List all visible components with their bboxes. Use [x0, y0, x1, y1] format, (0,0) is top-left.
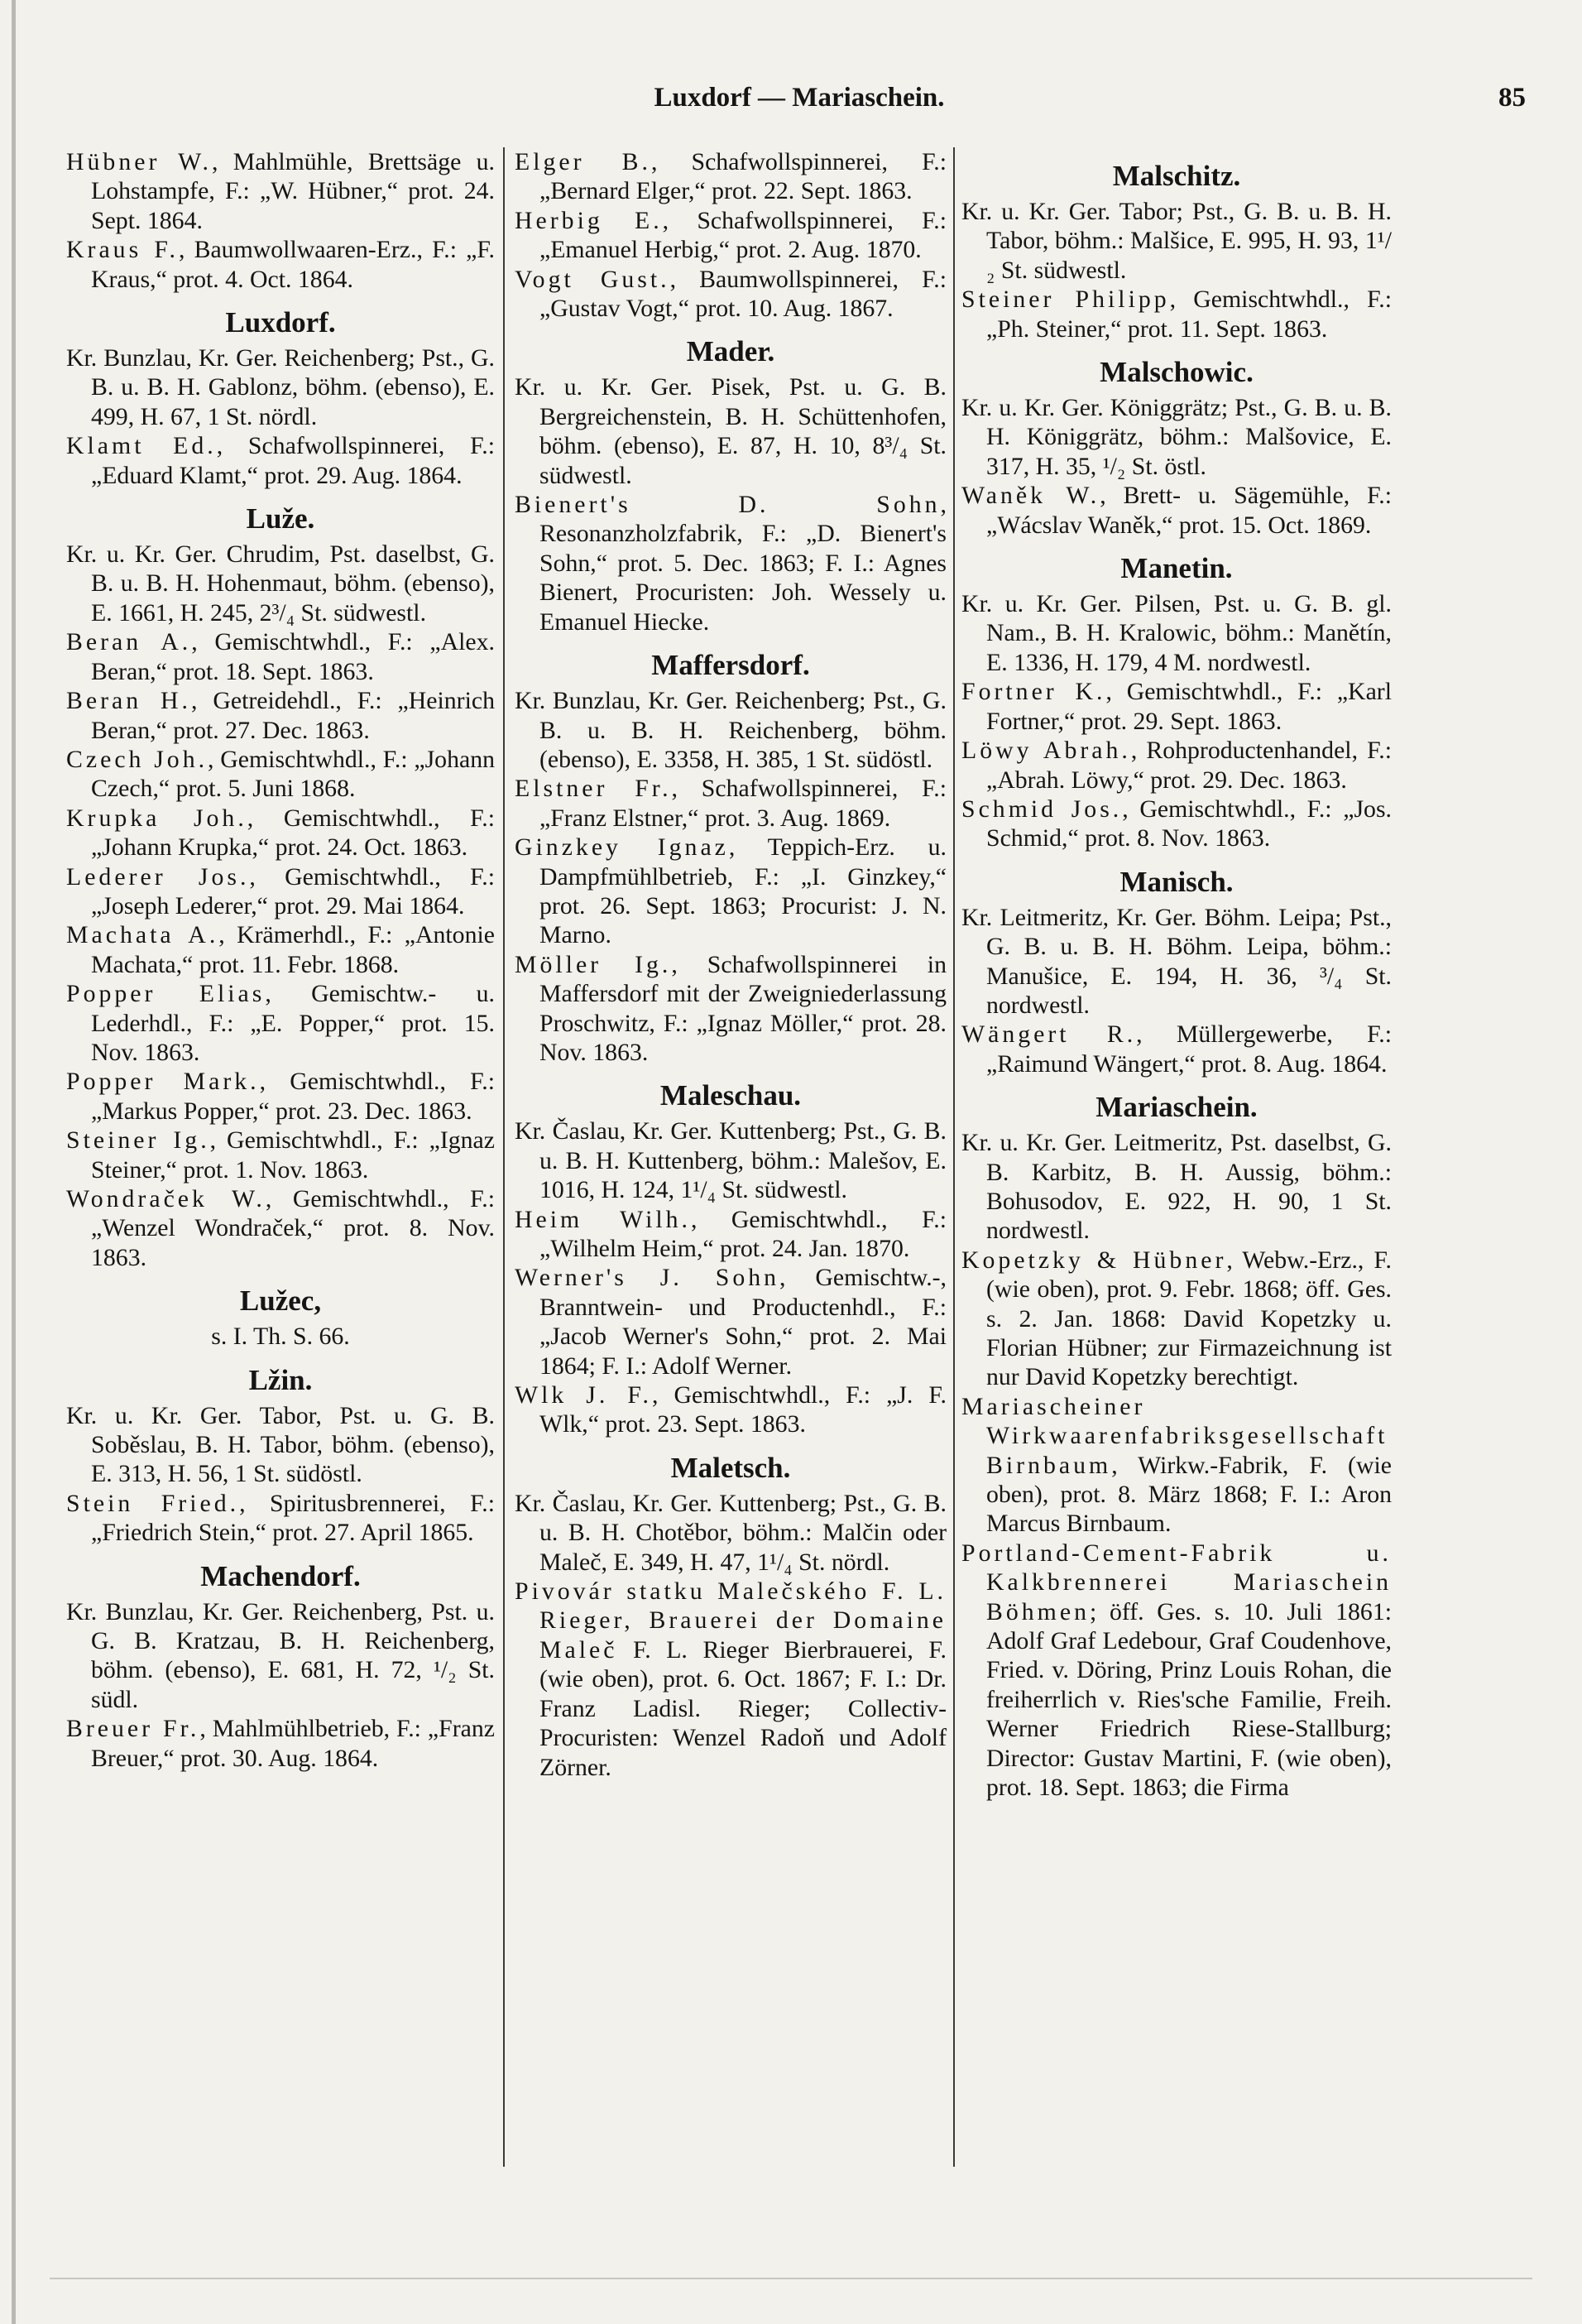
place-heading: Luže. [246, 502, 315, 535]
entry-text: , Gemischtwhdl., F.: „Wenzel Wondraček,“ prot. 8. Nov. 1863. [91, 1185, 496, 1271]
directory-entry [66, 920, 495, 979]
entry-name: Hübner W. [66, 148, 212, 175]
place-description [66, 1401, 495, 1489]
column-rule-right [953, 147, 955, 2167]
entry-text: Kr. u. Kr. Ger. Pisek, Pst. u. G. B. Bergreichenstein, B. H. Schüttenhofen, böhm. (ebenso), E. 87, H. 10, 8³/₄ St. südwestl. [515, 373, 947, 489]
entry-text: , Krämerhdl., F.: „Antonie Machata,“ prot. 11. Febr. 1868. [91, 921, 495, 978]
entry-text: , Baumwollwaaren-Erz., F.: „F. Kraus,“ prot. 4. Oct. 1864. [91, 236, 496, 293]
entry-text: , Gemischtwhdl., F.: „Markus Popper,“ prot. 23. Dec. 1863. [91, 1068, 496, 1125]
entry-text: , Webw.-Erz., F. (wie oben), prot. 9. Febr. 1868; öff. Ges. s. 2. Jan. 1868: David Kopetzky u. Florian Hübner; zur Firmazeichnung ist nur David Kopetzky berechtigt. [986, 1246, 1392, 1391]
entry-name: Fortner K. [961, 678, 1106, 706]
entry-text: , Baumwollspinnerei, F.: „Gustav Vogt,“ prot. 10. Aug. 1867. [539, 265, 947, 323]
entry-name: Wlk J. F. [515, 1381, 652, 1409]
entry-text: , Gemischtw.- u. Lederhdl., F.: „E. Popper,“ prot. 15. Nov. 1863. [91, 980, 495, 1066]
place-heading: Lžin. [248, 1363, 313, 1396]
column-1 [66, 147, 495, 1773]
directory-entry [66, 1067, 495, 1126]
entry-name: Beran A. [66, 628, 192, 656]
directory-entry [961, 1392, 1392, 1539]
entry-text: , Gemischtwhdl., F.: „Johann Czech,“ prot. 5. Juni 1868. [91, 745, 495, 803]
entry-name: Machata A. [66, 921, 219, 949]
entry-text: , Gemischtwhdl., F.: „J. F. Wlk,“ prot. 23. Sept. 1863. [539, 1381, 947, 1438]
directory-entry [66, 686, 495, 745]
entry-name: Elger B. [515, 148, 651, 175]
place-description [961, 393, 1392, 481]
place-heading: Mariaschein. [1095, 1091, 1258, 1124]
entry-text: , Mahlmühle, Brettsäge u. Lohstampfe, F.: „W. Hübner,“ prot. 24. Sept. 1864. [91, 148, 495, 234]
directory-entry [961, 736, 1392, 795]
directory-entry [961, 795, 1392, 853]
place-description [961, 589, 1392, 677]
entry-text: Kr. Leitmeritz, Kr. Ger. Böhm. Leipa; Pst., G. B. u. B. H. Böhm. Leipa, böhm.: Manušice, E. 194, H. 36, ³/₄ St. nordwestl. [961, 903, 1392, 1019]
place-heading: Malschowic. [1100, 356, 1254, 389]
entry-text: , Gemischtwhdl., F.: „Alex. Beran,“ prot. 18. Sept. 1863. [91, 628, 496, 685]
entry-name: Löwy Abrah. [961, 737, 1131, 765]
running-title: Luxdorf — Mariaschein. [654, 83, 945, 113]
entry-name: Lederer Jos. [66, 862, 250, 891]
page-edge-shadow [12, 0, 16, 2324]
entry-name: Herbig E. [515, 206, 663, 234]
entry-name: Vogt Gust. [515, 265, 670, 293]
place-heading: Maffersdorf. [651, 649, 810, 682]
entry-name: Beran H. [66, 687, 191, 715]
entry-text: Kr. Časlau, Kr. Ger. Kuttenberg; Pst., G. B. u. B. H. Kuttenberg, böhm.: Malešov, E. 1016, H. 124, 1¹/₄ St. südwestl. [515, 1117, 947, 1204]
entry-name: Pivovár statku Malečského F. L. Rieger, Brauerei der Domaine Maleč [515, 1577, 947, 1664]
entry-text: Kr. Bunzlau, Kr. Ger. Reichenberg; Pst., G. B. u. B. H. Gablonz, böhm. (ebenso), E. 499, H. 67, 1 St. nördl. [66, 344, 495, 430]
place-heading: Lužec, [239, 1284, 322, 1318]
directory-entry [66, 235, 495, 294]
place-description [515, 372, 947, 490]
place-heading: Maleschau. [659, 1079, 802, 1112]
entry-name: Kopetzky & Hübner [961, 1246, 1227, 1274]
entry-text: , Gemischtwhdl., F.: „Joseph Lederer,“ prot. 29. Mai 1864. [91, 862, 495, 920]
entry-text: , Rohproductenhandel, F.: „Abrah. Löwy,“ prot. 29. Dec. 1863. [986, 737, 1393, 794]
entry-text: Kr. u. Kr. Ger. Pilsen, Pst. u. G. B. gl. Nam., B. H. Kralowic, böhm.: Manětín, E. 1336, H. 179, 4 M. nordwestl. [961, 590, 1392, 676]
entry-text: ; öff. Ges. s. 10. Juli 1861: Adolf Graf Ledebour, Graf Coudenhove, Fried. v. Döring, Prinz Louis Rohan, die freiherrlich v. Ries'sche Familie, Freih. Werner Friedrich Riese-Stallburg; Director: Gustav Martini, F. (wie oben), prot. 18. Sept. 1863; die Firma [986, 1597, 1392, 1802]
entry-text: , Gemischtwhdl., F.: „Johann Krupka,“ prot. 24. Oct. 1863. [91, 804, 496, 862]
page-bottom-edge [50, 2278, 1532, 2279]
entry-text: , Gemischtwhdl., F.: „Jos. Schmid,“ prot. 8. Nov. 1863. [986, 795, 1392, 852]
entry-text: , Schafwollspinnerei, F.: „Bernard Elger,“ prot. 22. Sept. 1863. [539, 148, 947, 205]
entry-name: Waněk W. [961, 482, 1100, 510]
directory-entry [961, 1246, 1392, 1392]
place-description [961, 903, 1392, 1020]
entry-name: Schmid Jos. [961, 795, 1123, 823]
entry-text: , Wirkw.-Fabrik, F. (wie oben), prot. 8. März 1868; F. I.: Aron Marcus Birnbaum. [986, 1451, 1392, 1538]
directory-entry [515, 1577, 947, 1782]
entry-text: , Gemischtw.-, Branntwein- und Productenhdl., F.: „Jacob Werner's Sohn,“ prot. 2. Mai 1864; F. I.: Adolf Werner. [539, 1264, 947, 1380]
directory-entry [515, 490, 947, 636]
directory-entry [66, 745, 495, 804]
entry-name: Popper Elias [66, 980, 266, 1008]
entry-name: Krupka Joh. [66, 804, 247, 832]
directory-entry [961, 1020, 1392, 1078]
entry-text: , Gemischtwhdl., F.: „Ph. Steiner,“ prot. 11. Sept. 1863. [986, 286, 1393, 343]
place-description [66, 540, 495, 627]
column-2 [515, 147, 947, 1782]
directory-entry [961, 481, 1392, 540]
directory-entry [66, 1489, 495, 1548]
entry-text: , Schafwollspinnerei, F.: „Franz Elstner,“ prot. 3. Aug. 1869. [539, 775, 947, 832]
entry-text: , Teppich-Erz. u. Dampfmühlbetrieb, F.: „I. Ginzkey,“ prot. 26. Sept. 1863; Procurist: J. N. Marno. [539, 833, 947, 949]
directory-entry [961, 1539, 1392, 1803]
place-heading: Malschitz. [1112, 160, 1241, 192]
directory-entry [515, 774, 947, 833]
directory-entry [515, 265, 947, 324]
entry-text: , Brett- u. Sägemühle, F.: „Wácslav Waněk,“ prot. 15. Oct. 1869. [986, 482, 1392, 539]
entry-text: F. L. Rieger Bierbrauerei, F. (wie oben), prot. 6. Oct. 1867; F. I.: Dr. Franz Ladisl. Rieger; Collectiv-Procuristen: Wenzel Radoň und Adolf Zörner. [539, 1635, 947, 1781]
directory-entry [515, 1380, 947, 1439]
place-heading: Manisch. [1119, 865, 1234, 898]
entry-text: , Getreidehdl., F.: „Heinrich Beran,“ prot. 27. Dec. 1863. [91, 687, 495, 744]
entry-text: Kr. u. Kr. Ger. Tabor; Pst., G. B. u. B. H. Tabor, böhm.: Malšice, E. 995, H. 93, 1¹/₂ St. südwestl. [961, 198, 1392, 284]
directory-entry [66, 147, 495, 235]
directory-entry [515, 1205, 947, 1264]
column-rule-left [503, 147, 505, 2167]
entry-text: Kr. u. Kr. Ger. Tabor, Pst. u. G. B. Soběslau, B. H. Tabor, böhm. (ebenso), E. 313, H. 56, 1 St. südöstl. [66, 1401, 495, 1488]
directory-entry [66, 1126, 495, 1184]
entry-name: Werner's J. Sohn [515, 1264, 780, 1292]
directory-entry [66, 1184, 495, 1272]
directory-entry [66, 1714, 495, 1773]
place-description [961, 197, 1392, 285]
directory-entry [515, 206, 947, 265]
entry-name: Wondraček W. [66, 1185, 266, 1212]
entry-text: , Schafwollspinnerei, F.: „Emanuel Herbig,“ prot. 2. Aug. 1870. [539, 206, 947, 264]
entry-text: , Mahlmühlbetrieb, F.: „Franz Breuer,“ prot. 30. Aug. 1864. [91, 1715, 495, 1772]
entry-name: Klamt Ed. [66, 432, 217, 460]
entry-name: Heim Wilh. [515, 1205, 691, 1233]
directory-entry [515, 833, 947, 950]
directory-entry [515, 1263, 947, 1380]
directory-entry [66, 431, 495, 490]
page-header [50, 83, 1549, 124]
entry-name: Kraus F. [66, 236, 179, 264]
entry-text: Kr. u. Kr. Ger. Königgrätz; Pst., G. B. u. B. H. Königgrätz, böhm.: Malšovice, E. 317, H. 35, ¹/₂ St. östl. [961, 394, 1392, 480]
directory-entry [961, 677, 1392, 736]
entry-text: Kr. u. Kr. Ger. Leitmeritz, Pst. daselbst, G. B. Karbitz, B. H. Aussig, böhm.: Bohusodov, E. 922, H. 90, 1 St. nordwestl. [961, 1129, 1392, 1245]
column-3 [961, 147, 1392, 1803]
entry-name: Mariascheiner Wirkwaarenfabriksgesellschaft Birnbaum [961, 1392, 1388, 1479]
place-heading: Maletsch. [670, 1451, 791, 1484]
entry-name: Breuer Fr. [66, 1715, 200, 1743]
entry-text: , Spiritusbrennerei, F.: „Friedrich Stein,“ prot. 27. April 1865. [91, 1489, 495, 1547]
entry-name: Elstner Fr. [515, 775, 672, 803]
place-description [515, 1489, 947, 1577]
place-heading: Manetin. [1120, 552, 1233, 585]
place-heading: Mader. [686, 335, 775, 368]
entry-name: Möller Ig. [515, 950, 672, 978]
place-description [515, 1116, 947, 1204]
entry-text: , Schafwollspinnerei, F.: „Eduard Klamt,“ prot. 29. Aug. 1864. [91, 432, 495, 489]
directory-entry [66, 979, 495, 1067]
place-heading: Machendorf. [200, 1559, 361, 1592]
page-number: 85 [1498, 83, 1526, 113]
entry-text: Kr. Bunzlau, Kr. Ger. Reichenberg, Pst. u. G. B. Kratzau, B. H. Reichenberg, böhm. (ebenso), E. 681, H. 72, ¹/₂ St. südl. [66, 1597, 495, 1713]
entry-name: Steiner Philipp [961, 286, 1170, 314]
entry-text: Kr. Časlau, Kr. Ger. Kuttenberg; Pst., G. B. u. B. H. Chotěbor, böhm.: Malčin oder Maleč, E. 349, H. 47, 1¹/₄ St. nördl. [515, 1489, 947, 1576]
entry-text: , Müllergewerbe, F.: „Raimund Wängert,“ prot. 8. Aug. 1864. [986, 1020, 1392, 1078]
directory-entry [515, 147, 947, 206]
entry-name: Czech Joh. [66, 745, 209, 773]
place-description [515, 686, 947, 774]
entry-name: Popper Mark. [66, 1068, 260, 1096]
entry-text: , Gemischtwhdl., F.: „Ignaz Steiner,“ prot. 1. Nov. 1863. [91, 1126, 495, 1184]
directory-entry [66, 862, 495, 921]
place-description [961, 1128, 1392, 1246]
entry-name: Ginzkey Ignaz [515, 833, 729, 862]
entry-text: Kr. Bunzlau, Kr. Ger. Reichenberg; Pst., G. B. u. B. H. Reichenberg, böhm. (ebenso), E. 3358, H. 385, 1 St. südöstl. [515, 687, 947, 773]
place-description [66, 1597, 495, 1715]
entry-text: , Schafwollspinnerei in Maffersdorf mit der Zweigniederlassung Proschwitz, F.: „Ignaz Möller,“ prot. 28. Nov. 1863. [539, 950, 947, 1066]
cross-reference: s. I. Th. S. 66. [211, 1323, 350, 1351]
directory-entry [515, 950, 947, 1068]
entry-name: Wängert R. [961, 1020, 1137, 1049]
place-heading: Luxdorf. [225, 306, 336, 339]
place-description [66, 343, 495, 431]
entry-name: Portland-Cement-Fabrik u. Kalkbrennerei Mariaschein Böhmen [961, 1539, 1392, 1625]
entry-name: Stein Fried. [66, 1489, 240, 1517]
entry-name: Steiner Ig. [66, 1126, 210, 1155]
entry-text: , Resonanzholzfabrik, F.: „D. Bienert's Sohn,“ prot. 5. Dec. 1863; F. I.: Agnes Bienert, Procuristen: Joh. Wessely u. Emanuel Hiecke. [539, 491, 947, 636]
entry-text: , Gemischtwhdl., F.: „Karl Fortner,“ prot. 29. Sept. 1863. [986, 678, 1392, 735]
directory-entry [66, 804, 495, 862]
entry-text: , Gemischtwhdl., F.: „Wilhelm Heim,“ prot. 24. Jan. 1870. [539, 1205, 947, 1262]
directory-entry [961, 285, 1392, 343]
entry-name: Bienert's D. Sohn [515, 491, 941, 519]
entry-text: Kr. u. Kr. Ger. Chrudim, Pst. daselbst, G. B. u. B. H. Hohenmaut, böhm. (ebenso), E. 1661, H. 245, 2³/₄ St. südwestl. [66, 540, 495, 627]
directory-entry [66, 627, 495, 686]
